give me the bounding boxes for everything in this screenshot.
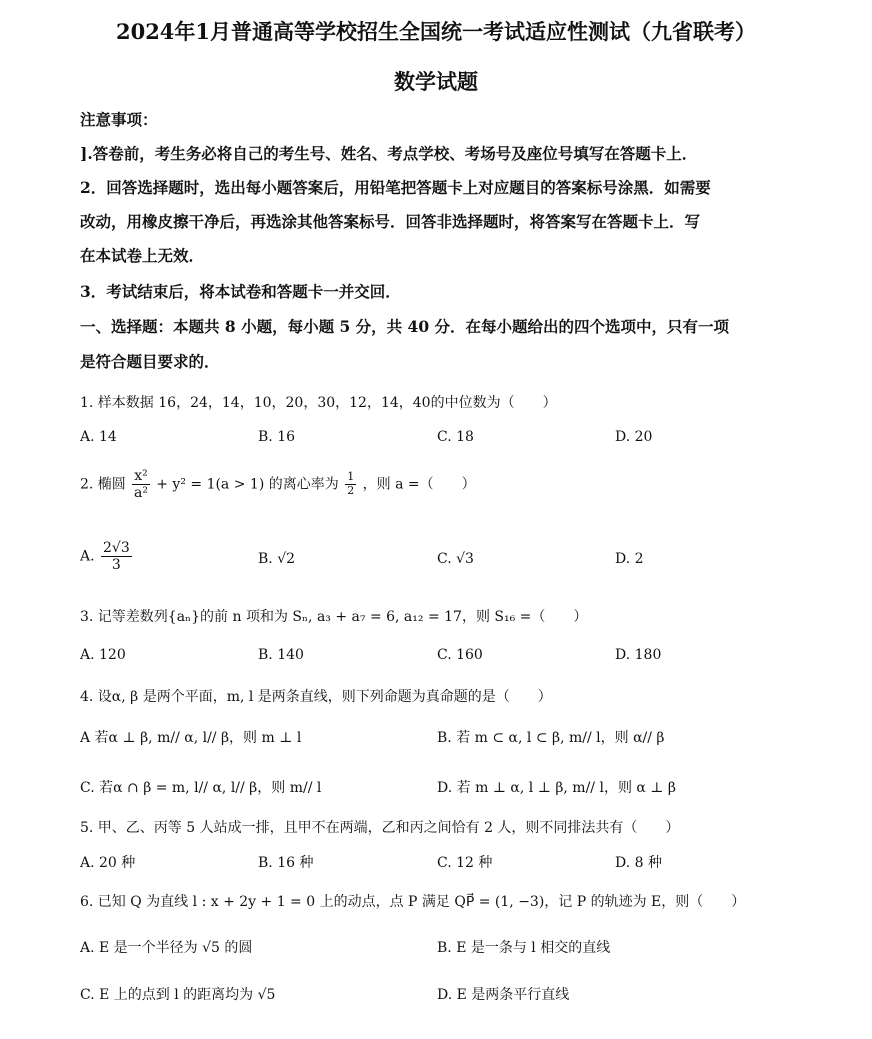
numerator: x² [134, 468, 148, 484]
note-line: 改动，用橡皮擦干净后，再选涂其他答案标号．回答非选择题时，将答案写在答题卡上．写 [80, 212, 701, 231]
question-6-option-b: B. E 是一条与 l 相交的直线 [437, 940, 611, 956]
question-3-option-a: A. 120 [80, 647, 126, 663]
question-4-option-b: B. 若 m ⊂ α, l ⊂ β, m// l，则 α// β [437, 730, 665, 746]
fraction [132, 468, 150, 501]
question-3-option-d: D. 180 [615, 647, 662, 663]
fraction [101, 540, 132, 573]
exam-subtitle: 数学试题 [394, 69, 478, 94]
question-4-stem: 4. 设α, β 是两个平面，m, l 是两条直线，则下列命题为真命题的是（ ） [80, 689, 552, 705]
question-4-option-d: D. 若 m ⊥ α, l ⊥ β, m// l，则 α ⊥ β [437, 780, 677, 796]
question-5-option-a: A. 20 种 [80, 855, 136, 871]
question-6-stem: 6. 已知 Q 为直线 l : x + 2y + 1 = 0 上的动点，点 P 满足 QP⃗ = (1, −3)，记 P 的轨迹为 E，则（ ） [80, 894, 746, 910]
question-2-stem [80, 468, 476, 501]
question-5-stem: 5. 甲、乙、丙等 5 人站成一排，且甲不在两端，乙和丙之间恰有 2 人，则不同排法共有（ ） [80, 820, 680, 836]
question-5-option-d: D. 8 种 [615, 855, 662, 871]
numerator: 1 [347, 470, 355, 484]
question-6-option-d: D. E 是两条平行直线 [437, 987, 570, 1003]
question-6-option-a: A. E 是一个半径为 √5 的圆 [80, 940, 253, 956]
note-line: 2．回答选择题时，选出每小题答案后，用铅笔把答题卡上对应题目的答案标号涂黑．如需要 [80, 178, 711, 197]
section-heading-cont: 是符合题目要求的． [80, 352, 220, 371]
stem-text: 2. 椭圆 [80, 476, 126, 493]
question-1-stem: 1. 样本数据 16，24，14，10，20，30，12，14，40的中位数为（ ） [80, 395, 557, 411]
question-2-option-c: C. √3 [437, 551, 474, 567]
exam-title: 2024年1月普通高等学校招生全国统一考试适应性测试（九省联考） [115, 19, 757, 44]
note-line: 在本试卷上无效． [80, 246, 205, 265]
question-1-option-d: D. 20 [615, 429, 653, 445]
notes-heading: 注意事项： [80, 110, 158, 129]
fraction [345, 471, 356, 497]
stem-text: ，则 a =（ ） [362, 476, 476, 493]
question-2-option-d: D. 2 [615, 551, 644, 567]
question-5-option-b: B. 16 种 [258, 855, 314, 871]
note-line: 3．考试结束后，将本试卷和答题卡一并交回． [80, 282, 401, 301]
denominator: 2 [347, 484, 355, 498]
question-1-option-a: A. 14 [80, 429, 117, 445]
question-5-option-c: C. 12 种 [437, 855, 493, 871]
option-label: A. [80, 548, 95, 565]
numerator: 2√3 [103, 540, 130, 556]
note-line: ].答卷前，考生务必将自己的考生号、姓名、考点学校、考场号及座位号填写在答题卡上． [80, 144, 698, 163]
question-1-option-c: C. 18 [437, 429, 474, 445]
question-2-option-a [80, 540, 134, 573]
question-3-stem: 3. 记等差数列{aₙ}的前 n 项和为 Sₙ, a₃ + a₇ = 6, a₁₂ = 17，则 S₁₆ =（ ） [80, 609, 588, 625]
question-3-option-c: C. 160 [437, 647, 483, 663]
denominator: a² [134, 485, 148, 502]
question-2-option-b: B. √2 [258, 551, 296, 567]
question-1-option-b: B. 16 [258, 429, 296, 445]
question-3-option-b: B. 140 [258, 647, 304, 663]
section-heading: 一、选择题：本题共 8 小题，每小题 5 分，共 40 分．在每小题给出的四个选项中，只有一项 [80, 317, 730, 336]
question-4-option-a: A 若α ⊥ β, m// α, l// β，则 m ⊥ l [80, 730, 302, 746]
stem-text: + y² = 1(a > 1) 的离心率为 [156, 476, 339, 493]
question-4-option-c: C. 若α ∩ β = m, l// α, l// β，则 m// l [80, 780, 322, 796]
question-6-option-c: C. E 上的点到 l 的距离均为 √5 [80, 987, 276, 1003]
denominator: 3 [111, 557, 121, 574]
